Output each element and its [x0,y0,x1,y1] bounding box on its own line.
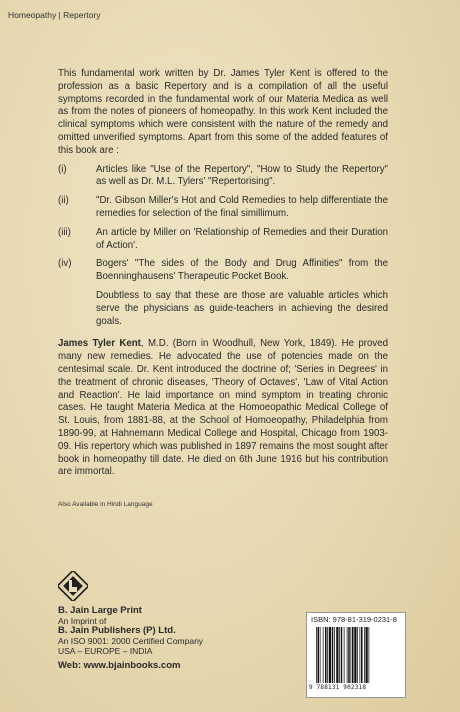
doubtless-paragraph: Doubtless to say that these are those are valuable articles which serve the physicians as guide-teachers in achieving the desired goals. [96,289,388,327]
barcode-bar [327,627,328,683]
isbn-barcode-box [306,612,406,698]
feature-text: Articles like "Use of the Repertory", "How to Study the Repertory" as well as Dr. M.L. Tylers' "Repertorising". [96,163,388,188]
publisher-company: B. Jain Publishers (P) Ltd. [58,625,176,636]
barcode-bar [354,627,356,683]
publisher-iso: An ISO 9001: 2000 Certified Company [58,636,204,646]
barcode-bar [329,627,331,683]
barcode-bar [352,627,354,683]
barcode-bar [364,627,365,683]
feature-number: (i) [58,163,67,175]
barcode-bar [348,627,350,683]
barcode-bar [323,627,324,683]
publisher-regions: USA – EUROPE – INDIA [58,646,153,656]
feature-item [58,258,388,284]
feature-item [58,164,388,190]
publisher-website[interactable]: Web: www.bjainbooks.com [58,660,181,671]
feature-text: An article by Miller on 'Relationship of Remedies and their Duration of Action'. [96,226,388,251]
feature-item [58,195,388,221]
barcode-bar [360,627,361,683]
barcode-bar [316,627,317,683]
barcode-bar [361,627,363,683]
publisher-logo-icon [58,571,88,601]
feature-number: (iv) [58,258,72,270]
publisher-name: B. Jain Large Print [58,605,142,616]
barcode-bar [341,627,343,683]
author-name: James Tyler Kent [58,338,141,350]
barcode-icon [315,627,397,683]
author-bio [58,338,388,479]
barcode-bar [351,627,352,683]
feature-number: (iii) [58,226,71,238]
feature-item [58,227,388,253]
publisher-block [58,606,203,671]
barcode-bar [336,627,338,683]
category-label: Homeopathy | Repertory [8,10,101,20]
isbn-label: ISBN: 978-81-319-0231-8 [311,615,397,624]
barcode-bar [366,627,368,683]
intro-paragraph: This fundamental work written by Dr. James Tyler Kent is offered to the profession as a basic Repertory and is a compilation of all the useful symptoms recorded in the fundamental work of our Materia Medica as well as from the notes of pioneers of homeopathy. In this work Kent included the clinical symptoms which were consistent with the nature of the remedy and omitted unverified symptoms. Apart from this some of the added features of this book are : [58,68,388,156]
barcode-bar [347,627,348,683]
also-available-note: Also Available in Hindi Language [58,501,153,508]
description-body [58,68,388,485]
barcode-bar [344,627,345,683]
barcode-bar [334,627,335,683]
barcode-bar [369,627,370,683]
publisher-imprint: An Imprint of [58,616,107,626]
barcode-bar [339,627,340,683]
feature-list [58,164,388,284]
author-bio-text: , M.D. (Born in Woodhull, New York, 1849). He proved many new remedies. He advocated the use of potencies made on the centesimal scale. Dr. Kent introduced the doctrine of; 'Series in Degrees' in the treatment of chronic diseases, 'Theory of Octaves', 'Law of Vital Action and Reaction'. He laid importance on mind symptom in treating chronic cases. He taught Materia Medica at the Homoeopathic Medical College of St. Louis, from 1881-88, at the School of Homoeopathy, Philadelphia from 1890-99, at Hahnemann Medical College and Hospital, Chicago from 1903-09. His repertory which was published in 1897 remains the most sought after book in homeopathy till date. He died on 6th June 1916 but his contribution are immortal. [58,338,388,478]
barcode-bar [325,627,327,683]
barcode-bar [318,627,320,683]
barcode-digits: 9 788131 902318 [309,684,367,691]
barcode-bar [332,627,334,683]
feature-number: (ii) [58,195,69,207]
barcode-bar [320,627,321,683]
feature-text: Bogers' "The sides of the Body and Drug Affinities" from the Boenninghausens' Therapeutic Pocket Book. [96,258,388,283]
feature-text: "Dr. Gibson Miller's Hot and Cold Remedies to help differentiate the remedies for selection of the final simillimum. [96,195,388,219]
barcode-bar [357,627,358,683]
